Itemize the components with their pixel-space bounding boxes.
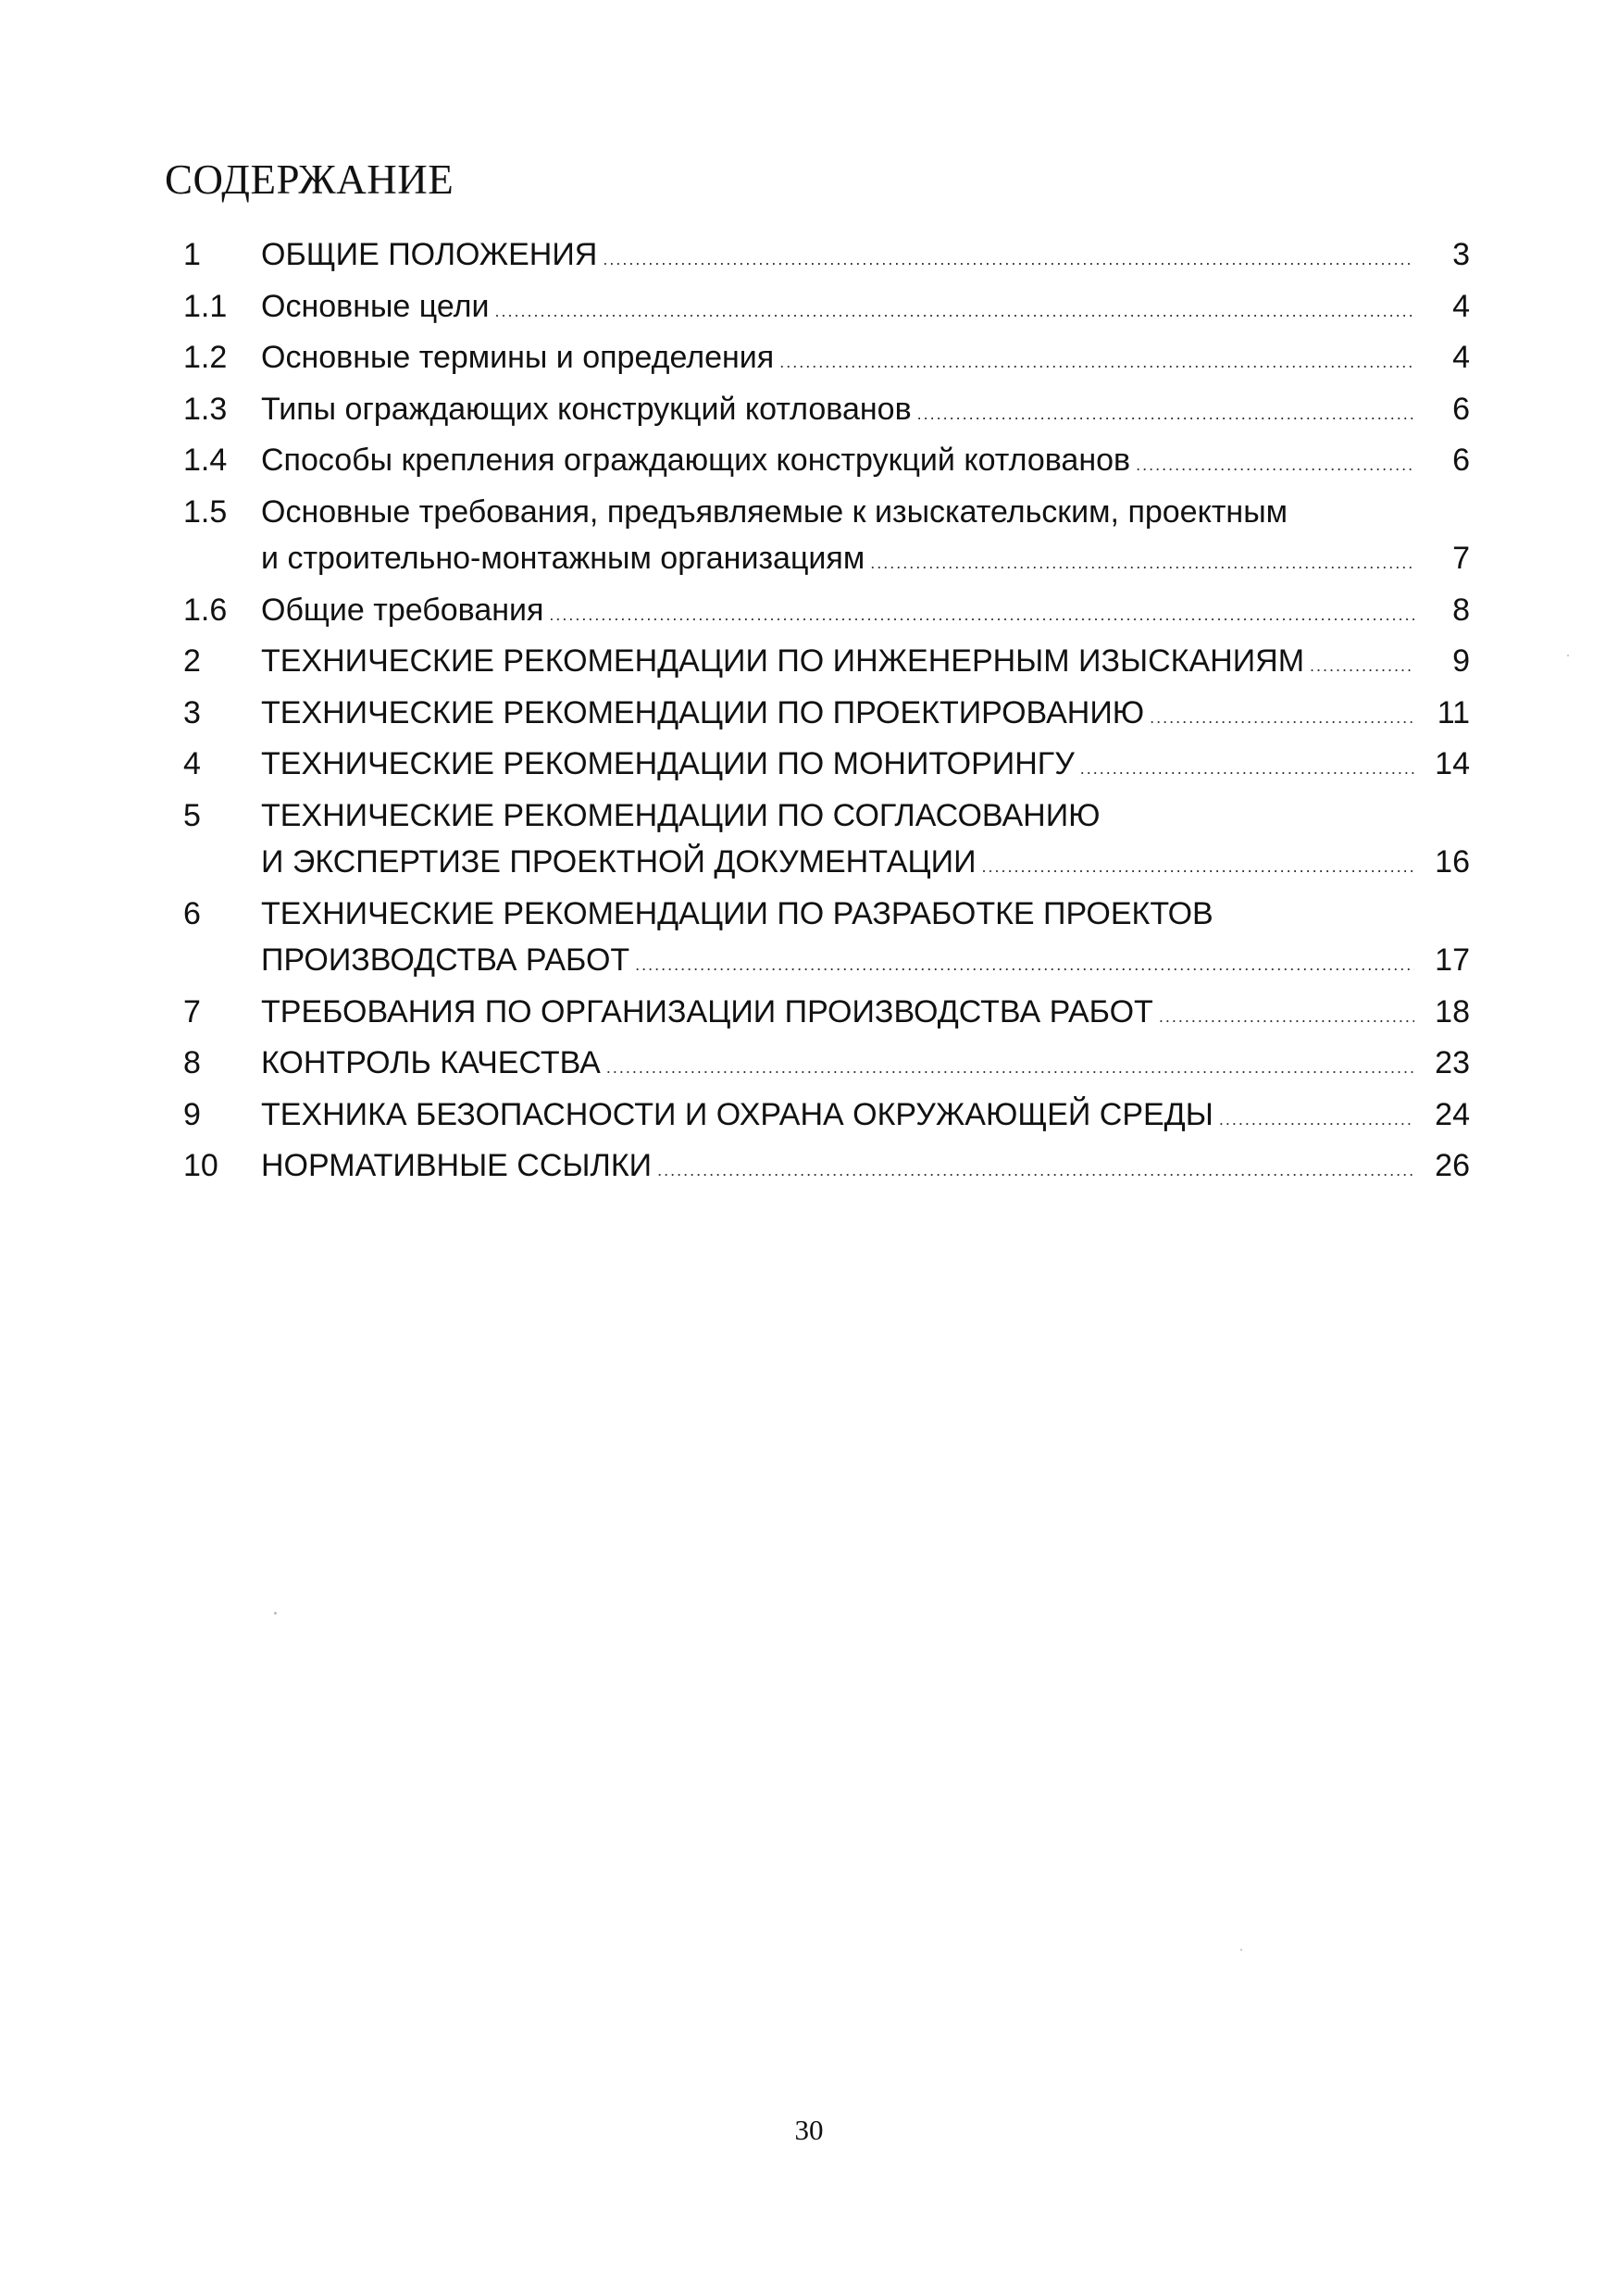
toc-entry-body — [261, 792, 1470, 891]
toc-entry[interactable] — [183, 989, 1470, 1041]
toc-entry-title: Способы крепления ограждающих конструкций котлованов — [261, 443, 1131, 478]
toc-entry-line — [261, 741, 1470, 792]
toc-leader-dots — [657, 1147, 1414, 1194]
toc-leader-dots — [1159, 993, 1414, 1041]
toc-entry-number: 7 — [183, 993, 201, 1029]
toc-leader-dots — [917, 391, 1414, 438]
toc-entry-title: НОРМАТИВНЫЕ ССЫЛКИ — [261, 1148, 653, 1183]
toc-leader-dots — [1150, 694, 1414, 742]
toc-entry-number: 9 — [183, 1096, 201, 1132]
toc-entry-title: Типы ограждающих конструкций котлованов — [261, 391, 912, 427]
toc-entry-line — [261, 386, 1470, 438]
toc-entry-title: ТЕХНИЧЕСКИЕ РЕКОМЕНДАЦИИ ПО МОНИТОРИНГУ — [261, 746, 1075, 781]
toc-entry-line — [261, 231, 1470, 283]
toc-leader-dots — [494, 288, 1414, 335]
toc-entry-body — [261, 231, 1470, 283]
toc-entry-body — [261, 638, 1470, 690]
toc-entry-number: 1.2 — [183, 340, 228, 375]
toc-leader-dots — [635, 942, 1414, 989]
toc-entry-line — [261, 437, 1470, 489]
toc-entry-body — [261, 283, 1470, 335]
toc-leader-dots — [1219, 1096, 1414, 1143]
toc-entry[interactable] — [183, 1092, 1470, 1143]
toc-entry-title: ПРОИЗВОДСТВА РАБОТ — [261, 942, 630, 978]
toc-entry[interactable] — [183, 283, 1470, 335]
toc-entry-body — [261, 587, 1470, 639]
toc-entry-title: Основные требования, предъявляемые к изыскательским, проектным — [261, 493, 1288, 530]
toc-entry-number: 1.1 — [183, 288, 228, 324]
toc-leader-dots — [1310, 643, 1414, 690]
toc-entry-line — [261, 638, 1470, 690]
toc-entry-body — [261, 989, 1470, 1041]
toc-entry-page: 23 — [1435, 1045, 1470, 1080]
toc-entry-page: 26 — [1435, 1148, 1470, 1183]
toc-entry[interactable] — [183, 891, 1470, 989]
toc-entry-title: ТЕХНИЧЕСКИЕ РЕКОМЕНДАЦИИ ПО ИНЖЕНЕРНЫМ ИЗЫСКАНИЯМ — [261, 643, 1305, 679]
toc-entry-number: 1 — [183, 237, 201, 272]
toc-entry-page: 9 — [1452, 643, 1470, 679]
toc-entry-line — [261, 1142, 1470, 1194]
toc-entry[interactable] — [183, 334, 1470, 386]
toc-entry-body — [261, 1040, 1470, 1092]
toc-leader-dots — [606, 1044, 1414, 1092]
toc-entry-page: 18 — [1435, 993, 1470, 1029]
toc-entry[interactable] — [183, 437, 1470, 489]
toc-entry-page: 16 — [1435, 844, 1470, 880]
toc-entry-title: Общие требования — [261, 592, 544, 628]
toc-entry-title: ТЕХНИКА БЕЗОПАСНОСТИ И ОХРАНА ОКРУЖАЮЩЕЙ СРЕДЫ — [261, 1096, 1214, 1132]
toc-title: СОДЕРЖАНИЕ — [165, 156, 454, 203]
toc-entry-page: 6 — [1452, 443, 1470, 478]
toc-entry-page: 3 — [1452, 237, 1470, 272]
toc-entry-body — [261, 386, 1470, 438]
toc-entry-title: ТРЕБОВАНИЯ ПО ОРГАНИЗАЦИИ ПРОИЗВОДСТВА РАБОТ — [261, 993, 1153, 1029]
toc-entry-title: ТЕХНИЧЕСКИЕ РЕКОМЕНДАЦИИ ПО ПРОЕКТИРОВАНИЮ — [261, 694, 1145, 730]
toc-entry-line — [261, 839, 1470, 891]
toc-entry-line — [261, 489, 1470, 536]
toc-entry-number: 2 — [183, 643, 201, 679]
toc-entry-number: 1.6 — [183, 592, 228, 628]
toc-entry[interactable] — [183, 741, 1470, 792]
toc-list — [183, 231, 1470, 1194]
toc-entry-title: ТЕХНИЧЕСКИЕ РЕКОМЕНДАЦИИ ПО РАЗРАБОТКЕ ПРОЕКТОВ — [261, 895, 1214, 931]
toc-leader-dots — [603, 236, 1414, 283]
toc-entry-line — [261, 891, 1470, 938]
toc-entry-line — [261, 535, 1470, 587]
toc-entry-body — [261, 1142, 1470, 1194]
toc-entry-number: 1.3 — [183, 391, 228, 427]
toc-leader-dots — [1080, 745, 1414, 792]
toc-entry-title: КОНТРОЛЬ КАЧЕСТВА — [261, 1045, 601, 1080]
toc-entry-line — [261, 937, 1470, 989]
toc-entry[interactable] — [183, 386, 1470, 438]
toc-entry-number: 5 — [183, 797, 201, 833]
toc-entry-body — [261, 437, 1470, 489]
toc-entry-line — [261, 792, 1470, 840]
toc-entry[interactable] — [183, 1142, 1470, 1194]
toc-entry-title: и строительно-монтажным организациям — [261, 541, 865, 576]
toc-entry[interactable] — [183, 1040, 1470, 1092]
toc-leader-dots — [549, 592, 1414, 639]
toc-entry-title: ТЕХНИЧЕСКИЕ РЕКОМЕНДАЦИИ ПО СОГЛАСОВАНИЮ — [261, 797, 1101, 833]
toc-leader-dots — [779, 339, 1414, 386]
toc-entry-body — [261, 334, 1470, 386]
toc-entry-line — [261, 283, 1470, 335]
toc-entry-number: 3 — [183, 694, 201, 730]
toc-entry-line — [261, 690, 1470, 742]
toc-entry-page: 8 — [1452, 592, 1470, 628]
toc-entry-number: 6 — [183, 895, 201, 931]
toc-entry-page: 4 — [1452, 340, 1470, 375]
toc-entry-page: 17 — [1435, 942, 1470, 978]
toc-entry[interactable] — [183, 489, 1470, 587]
toc-entry-number: 10 — [183, 1148, 218, 1183]
toc-entry-body — [261, 1092, 1470, 1143]
toc-entry-line — [261, 1092, 1470, 1143]
toc-entry-page: 6 — [1452, 391, 1470, 427]
toc-entry-title: Основные цели — [261, 288, 490, 324]
scan-speck — [274, 1612, 277, 1615]
toc-entry-page: 24 — [1435, 1096, 1470, 1132]
toc-entry-body — [261, 489, 1470, 587]
toc-entry-page: 4 — [1452, 288, 1470, 324]
toc-entry[interactable] — [183, 231, 1470, 283]
toc-leader-dots — [982, 843, 1414, 891]
toc-entry-line — [261, 989, 1470, 1041]
toc-entry-number: 1.4 — [183, 443, 228, 478]
toc-entry-title: И ЭКСПЕРТИЗЕ ПРОЕКТНОЙ ДОКУМЕНТАЦИИ — [261, 844, 977, 880]
toc-entry-number: 1.5 — [183, 493, 228, 530]
toc-entry-line — [261, 334, 1470, 386]
toc-entry-page: 7 — [1452, 541, 1470, 576]
toc-entry-body — [261, 741, 1470, 792]
toc-entry[interactable] — [183, 587, 1470, 639]
scan-speck — [1240, 1949, 1242, 1951]
scan-speck — [1567, 655, 1569, 656]
toc-entry[interactable] — [183, 690, 1470, 742]
toc-entry-number: 4 — [183, 746, 201, 781]
toc-entry-body — [261, 690, 1470, 742]
toc-entry-title: ОБЩИЕ ПОЛОЖЕНИЯ — [261, 237, 598, 272]
toc-entry-title: Основные термины и определения — [261, 340, 775, 375]
page-number: 30 — [794, 2114, 824, 2146]
toc-entry[interactable] — [183, 638, 1470, 690]
toc-entry-body — [261, 891, 1470, 989]
toc-entry-page: 11 — [1437, 694, 1470, 730]
toc-entry-line — [261, 1040, 1470, 1092]
toc-leader-dots — [1136, 442, 1414, 489]
toc-entry[interactable] — [183, 792, 1470, 891]
toc-entry-page: 14 — [1435, 746, 1470, 781]
toc-entry-number: 8 — [183, 1045, 201, 1080]
toc-leader-dots — [870, 540, 1414, 587]
toc-entry-line — [261, 587, 1470, 639]
